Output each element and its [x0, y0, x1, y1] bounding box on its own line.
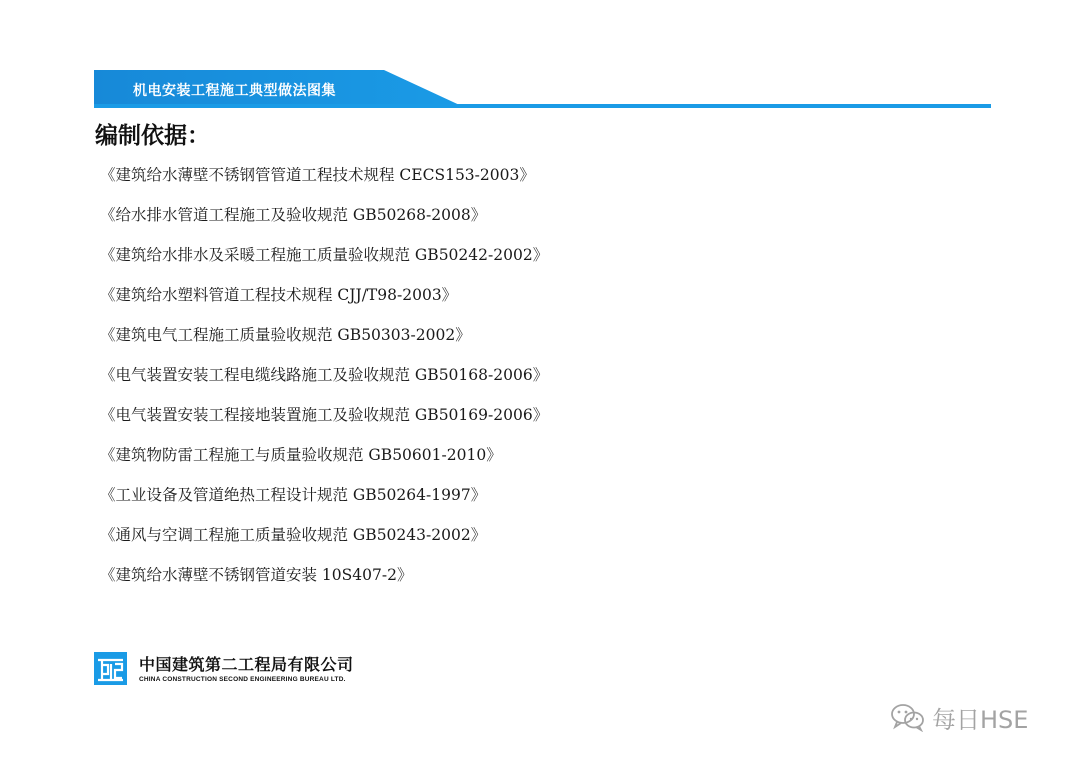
- section-heading: 编制依据：: [95, 123, 210, 149]
- reference-item: 《电气装置安装工程接地装置施工及验收规范 GB50169-2006》: [100, 406, 549, 424]
- reference-item: 《建筑给水排水及采暖工程施工质量验收规范 GB50242-2002》: [100, 246, 549, 264]
- company-name-en: CHINA CONSTRUCTION SECOND ENGINEERING BUREAU LTD.: [139, 676, 346, 683]
- page-header-title: 机电安装工程施工典型做法图集: [133, 83, 336, 99]
- header-rule: [94, 104, 991, 108]
- watermark-text: 每日HSE: [932, 705, 1029, 734]
- reference-item: 《通风与空调工程施工质量验收规范 GB50243-2002》: [100, 526, 487, 544]
- reference-item: 《建筑给水薄壁不锈钢管道安装 10S407-2》: [100, 566, 413, 584]
- reference-item: 《建筑物防雷工程施工与质量验收规范 GB50601-2010》: [100, 446, 502, 464]
- reference-item: 《工业设备及管道绝热工程设计规范 GB50264-1997》: [100, 486, 487, 504]
- reference-item: 《电气装置安装工程电缆线路施工及验收规范 GB50168-2006》: [100, 366, 549, 384]
- reference-item: 《给水排水管道工程施工及验收规范 GB50268-2008》: [100, 206, 487, 224]
- watermark: [890, 700, 1028, 734]
- cscec-logo-icon: [94, 652, 127, 685]
- reference-item: 《建筑给水薄壁不锈钢管管道工程技术规程 CECS153-2003》: [100, 166, 535, 184]
- wechat-icon: [890, 702, 926, 732]
- reference-list: [100, 163, 548, 603]
- reference-item: 《建筑给水塑料管道工程技术规程 CJJ/T98-2003》: [100, 286, 458, 304]
- reference-item: 《建筑电气工程施工质量验收规范 GB50303-2002》: [100, 326, 471, 344]
- company-name-cn: 中国建筑第二工程局有限公司: [139, 655, 354, 674]
